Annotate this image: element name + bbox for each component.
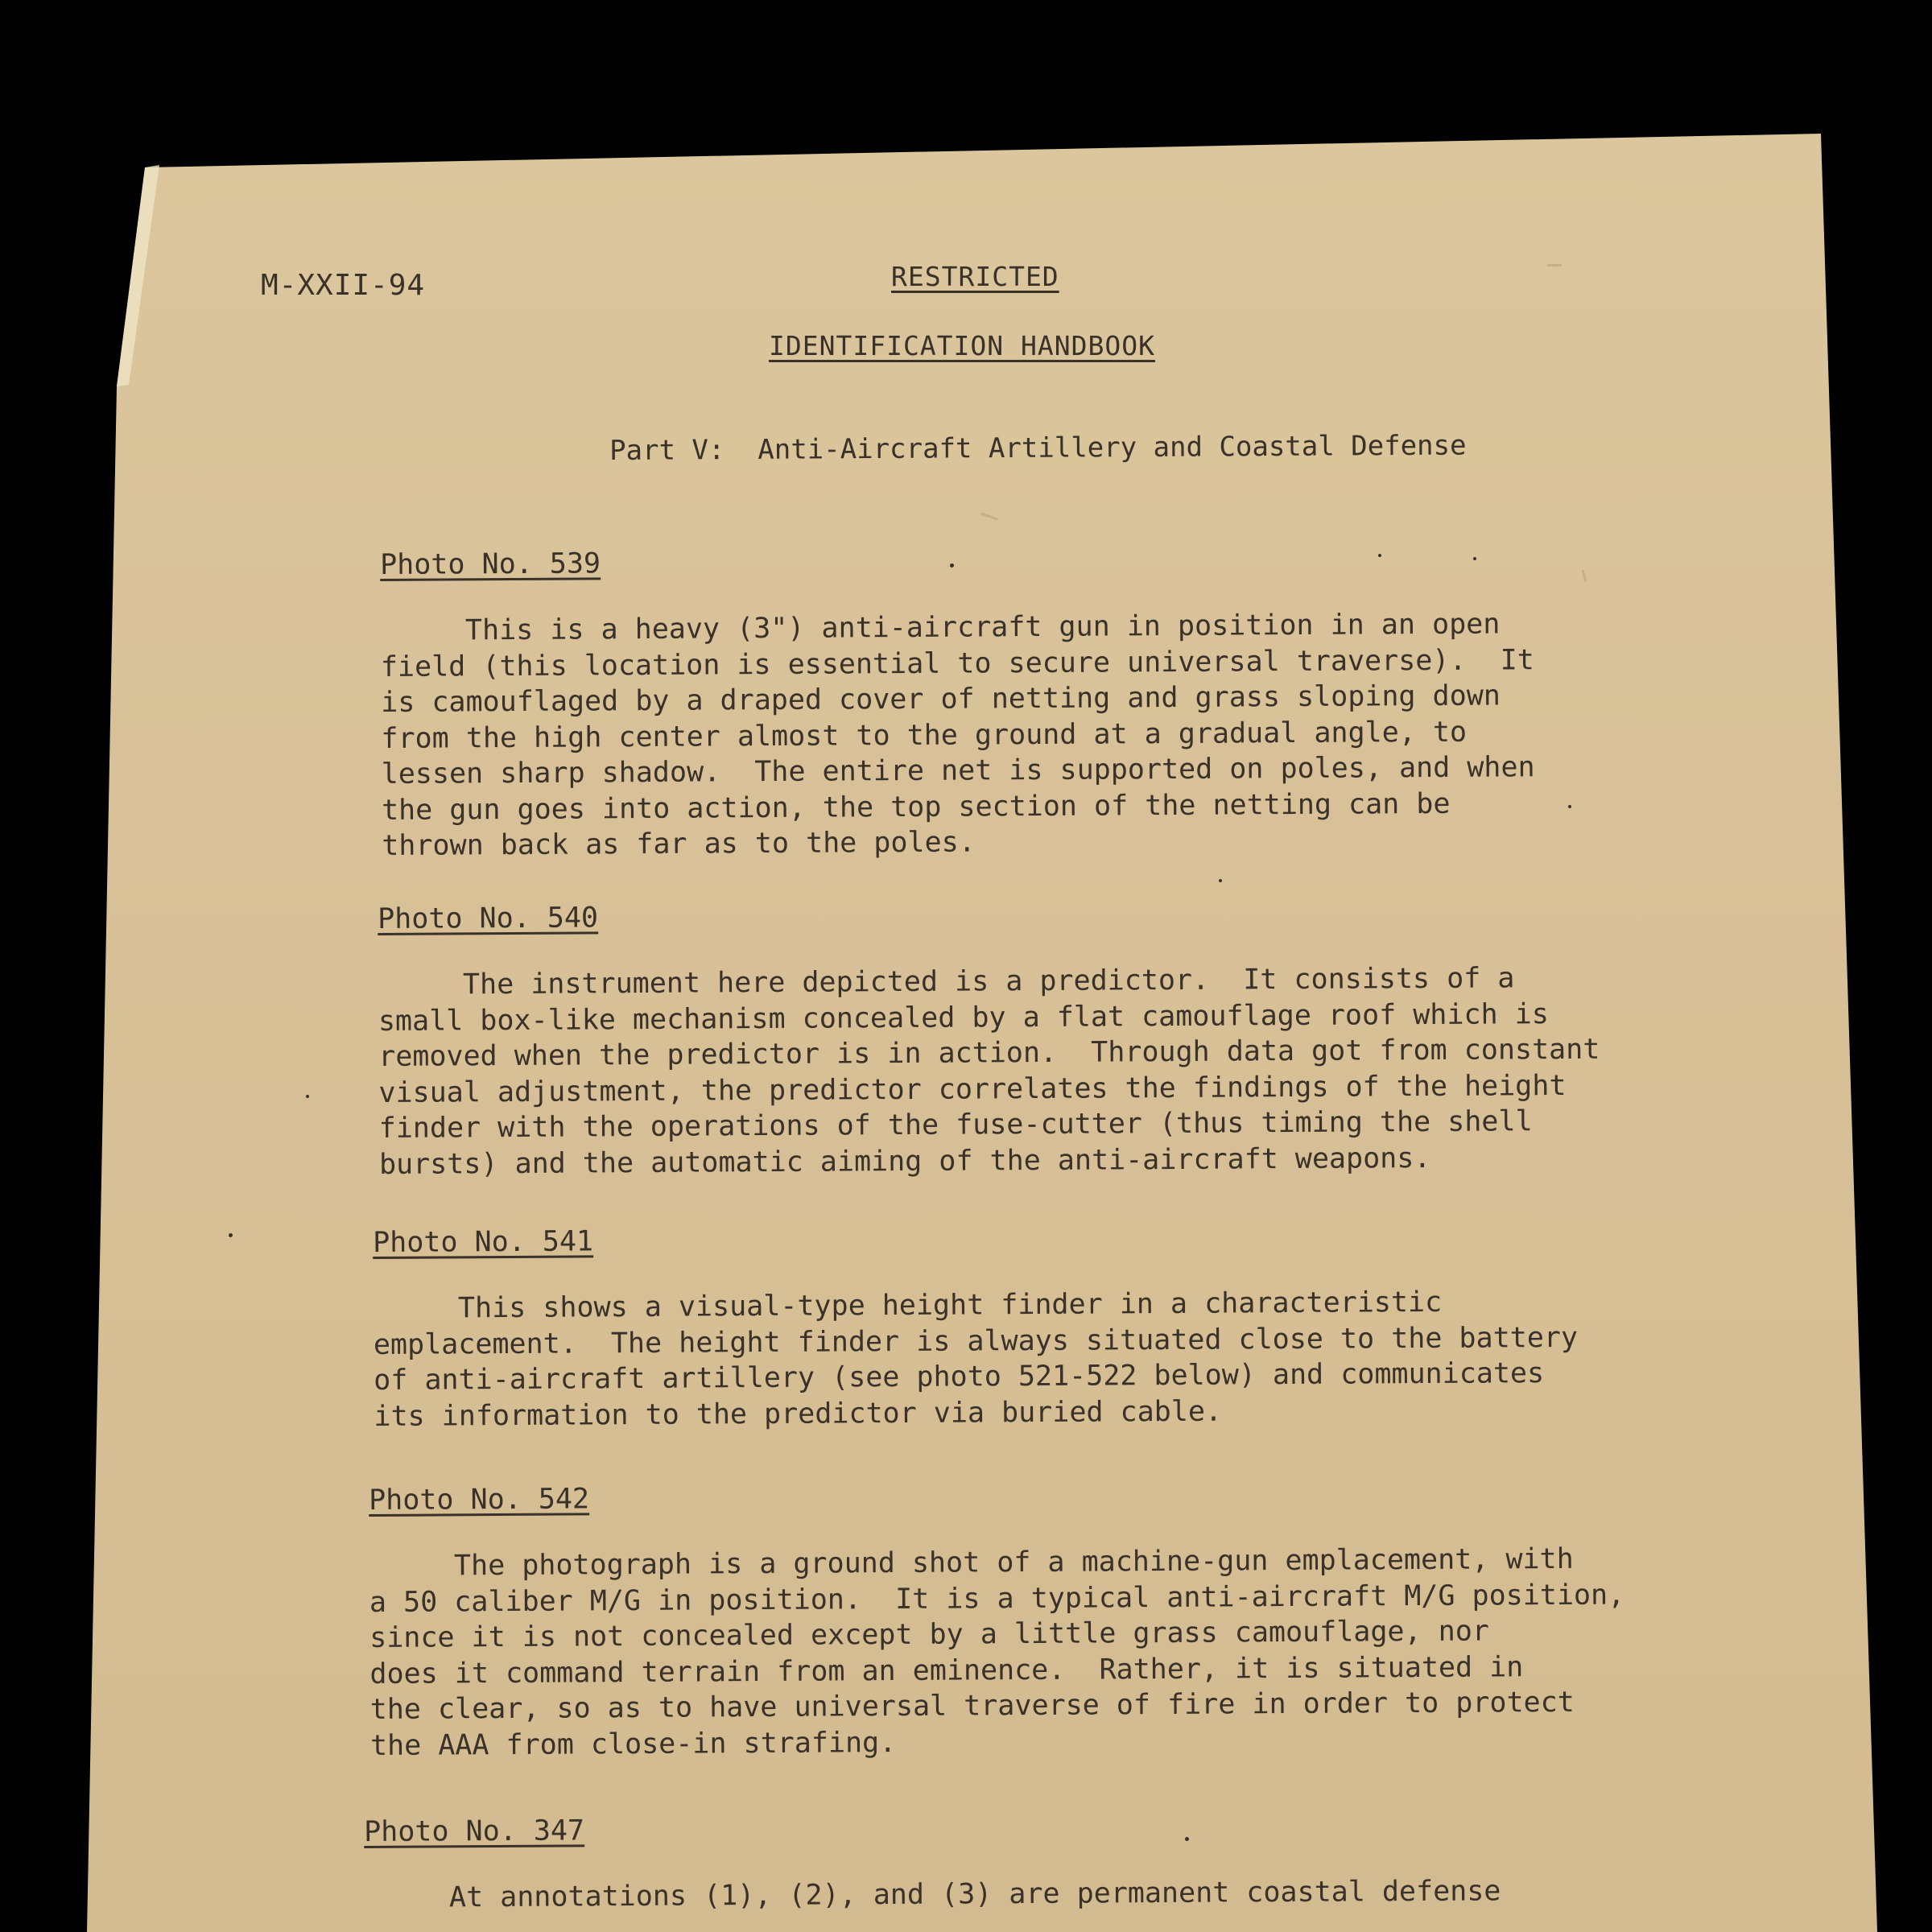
photo-section-539 [380,539,1750,865]
paper-fibre [1547,264,1562,266]
photo-description: At annotations (1), (2), and (3) are permanent coastal defense [364,1875,1501,1914]
photo-section-541 [373,1217,1743,1435]
paper-speck [1185,1837,1189,1841]
paper-speck [950,564,954,568]
photo-heading: Photo No. 347 [364,1814,585,1848]
photo-section-347 [364,1806,1733,1917]
photo-heading: Photo No. 540 [378,902,599,935]
photo-description: This shows a visual-type height finder in a characteristic emplacement. The height finder is always situated close to the battery of anti-aircraft artillery (see photo 521-522 below) and communicates its information to the predictor via buried cable. [373,1286,1579,1433]
photo-heading: Photo No. 539 [380,547,601,581]
photo-heading: Photo No. 542 [369,1483,590,1517]
paper-speck [229,1233,233,1237]
paper-speck [1219,879,1222,882]
photo-section-542 [369,1475,1739,1764]
photo-description: The photograph is a ground shot of a machine-gun emplacement, with a 50 caliber M/G in position. It is a typical anti-aircraft M/G position, since it is not concealed except by a little grass camouflage, nor does it command terrain from an eminence. Rather, it is situated in the clear, so as to have universal traverse of fire in order to protect the AAA from close-in strafing. [369,1542,1625,1762]
paper-fibre [980,512,998,520]
paper-speck [1473,557,1476,560]
paper-speck [1568,805,1571,808]
photo-heading: Photo No. 541 [373,1225,594,1259]
photo-description: This is a heavy (3") anti-aircraft gun in position in an open field (this location is essential to secure universal traverse). It is camouflaged by a draped cover of netting and grass sloping down from the high center almost to the ground at a gradual angle, to lessen sharp shadow. The entire net is supported on poles, and when the gun goes into action, the top section of the netting can be thrown back as far as to the poles. [380,608,1535,862]
paper-speck [306,1095,309,1098]
handbook-title: IDENTIFICATION HANDBOOK [769,330,1155,361]
paper-speck [1378,554,1381,557]
photo-section-540 [378,894,1748,1183]
photo-description: The instrument here depicted is a predictor. It consists of a small box-like mechanism concealed by a flat camouflage roof which is removed when the predictor is in action. Through data got from constant visual adjustment, the predictor correlates the findings of the height finder with the operations of the fuse-cutter (thus timing the shell bursts) and the automatic aiming of the anti-aircraft weapons. [378,962,1600,1181]
file-code: M-XXII-94 [261,269,426,302]
part-title: Part V: Anti-Aircraft Artillery and Coastal Defense [609,429,1467,467]
classification-heading: RESTRICTED [891,261,1059,292]
